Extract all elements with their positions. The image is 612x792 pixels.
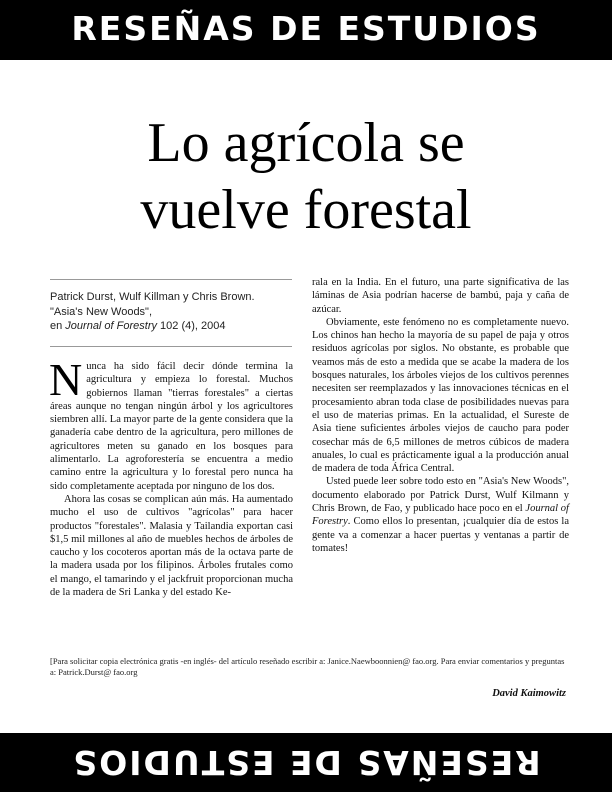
section-title-inverted: RESEÑAS DE ESTUDIOS — [71, 743, 541, 782]
citation-prefix: en — [50, 320, 66, 332]
author-signature: David Kaimowitz — [492, 688, 566, 699]
paragraph: Obviamente, este fenómeno no es completamente nuevo. Los chinos han hecho la mayoría de su papel de paja y otros residuos agrícolas por siglos. No obstante, es probable que veamos más de esto a medida que se acabe la madera de los bosques naturales, los árboles viejos de los cultivos perennes necesiten ser reemplazados y las innovaciones técnicas en el procesamiento abran toda clase de posibilidades nuevas para el uso de materias primas. En la actualidad, el Sureste de Asia tiene suficientes árboles viejos de caucho para poder cosechar más de 6,5 millones de metros cúbicos de madera anuales, lo cual es prácticamente igual a la producción anual de madera de toda África Central. — [312, 316, 569, 475]
citation-details: 102 (4), 2004 — [157, 320, 226, 332]
paragraph-text: Usted puede leer sobre todo esto en "Asia's New Woods", documento elaborado por Patrick Durst, Wulf Kilmann y Chris Brown, de Fao, y publicado hace poco en el — [312, 476, 569, 515]
title-line-2: vuelve forestal — [140, 179, 472, 241]
citation-article: "Asia's New Woods", — [50, 305, 153, 318]
footer-band — [0, 733, 612, 792]
citation-journal: Journal of Forestry — [65, 320, 157, 332]
divider-top — [50, 279, 292, 280]
citation-authors: Patrick Durst, Wulf Killman y Chris Brown. — [50, 291, 255, 303]
section-title: RESEÑAS DE ESTUDIOS — [71, 9, 541, 48]
title-line-1: Lo agrícola se — [147, 112, 465, 174]
footnote: [Para solicitar copia electrónica gratis -en inglés- del artículo reseñado escribir a: Janice.Naewboonnien@ fao.org. Para enviar comentarios y preguntas a: Patrick.Durst@ fao.org — [50, 656, 565, 677]
drop-cap: N — [49, 354, 83, 405]
paragraph: Ahora las cosas se complican aún más. Ha aumentado mucho el uso de cultivos "agrícolas" para hacer productos "forestales". Malasia y Tailandia exportan casi $1,5 mil millones al año de muebles hechos de árboles de caucho y los cocoteros aportan más de la octava parte de la madera usada por los filipinos. Árboles frutales como el mango, el tamarindo y el jackfruit proporcionan mucha de la madera de Sri Lanka y del estado Ke- — [50, 493, 293, 599]
article-title — [0, 110, 612, 244]
journal-name: Journal of Forestry — [312, 503, 569, 528]
citation — [50, 290, 300, 334]
divider-bottom — [50, 346, 292, 347]
body-column-right — [312, 276, 569, 555]
paragraph-text: . Como ellos lo presentan, ¡cualquier día de estos la gente va a comenzar a hacer puertas y ventanas a partir de tomates! — [312, 516, 569, 554]
paragraph: rala en la India. En el futuro, una parte significativa de las láminas de Asia podrían hacerse de bambú, paja y caña de azúcar. — [312, 277, 569, 315]
paragraph-text: unca ha sido fácil decir dónde termina la agricultura y empieza lo forestal. Muchos gobiernos llaman "tierras forestales" a ciertas áreas aunque no tengan ningún árbol y los agricultores siembren allí. La mayor parte de la gente considera que la ganadería cabe dentro de la agricultura, pero millones de agricultores meten su ganado en los bosques para alimentarlo. La agroforestería se encuentra a medio camino entre la agricultura y lo forestal pero nunca ha sido completamente aceptada por ninguno de los dos. — [50, 361, 293, 492]
paragraph — [312, 475, 569, 555]
body-column-left — [49, 354, 293, 599]
citation-source — [50, 319, 300, 334]
paragraph — [49, 354, 293, 493]
header-band — [0, 0, 612, 60]
